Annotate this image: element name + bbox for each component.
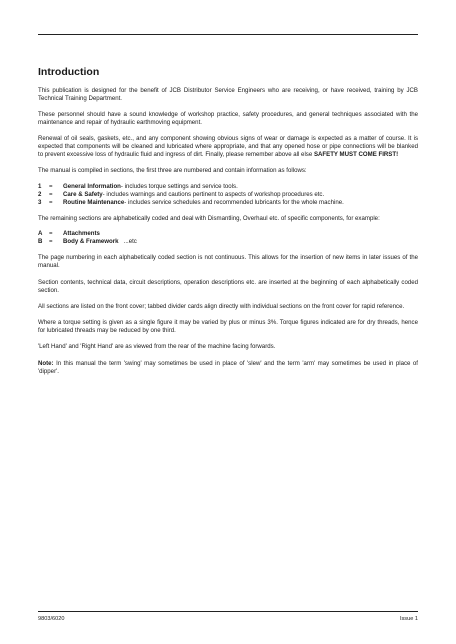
page-content <box>38 66 418 384</box>
list-item <box>38 230 418 238</box>
paragraph-section-contents: Section contents, technical data, circuit descriptions, operation descriptions etc. are inserted at the beginning of each alphabetically coded section. <box>38 278 418 294</box>
section-name: Attachments <box>63 230 100 238</box>
paragraph-torque: Where a torque setting is given as a single figure it may be varied by plus or minus 3%. Torque figures indicated are for dry threads, hence for lubricated threads may be reduced by one third. <box>38 319 418 335</box>
equals-sign: = <box>49 198 53 206</box>
paragraph-purpose: This publication is designed for the benefit of JCB Distributor Service Engineers who are receiving, or have received, training by JCB Technical Training Department. <box>38 86 418 102</box>
issue-number: Issue 1 <box>399 616 418 622</box>
paragraph-personnel: These personnel should have a sound knowledge of workshop practice, safety procedures, and general techniques associated with the maintenance and repair of hydraulic earthmoving equipment. <box>38 110 418 126</box>
paragraph-sections-intro: The manual is compiled in sections, the first three are numbered and contain information as follows: <box>38 167 307 175</box>
section-description: - includes torque settings and service tools. <box>120 182 238 190</box>
list-item <box>38 199 418 207</box>
section-description: - includes service schedules and recommended lubricants for the whole machine. <box>124 198 344 206</box>
safety-emphasis: SAFETY MUST COME FIRST! <box>313 151 399 159</box>
section-description: - includes warnings and cautions pertinent to aspects of workshop procedures etc. <box>102 190 325 198</box>
note-label: Note: <box>38 359 54 367</box>
equals-sign: = <box>49 182 53 190</box>
section-number: 2 <box>38 190 42 198</box>
equals-sign: = <box>49 190 53 198</box>
section-letter: A <box>38 230 43 238</box>
section-number: 3 <box>38 198 42 206</box>
page-heading: Introduction <box>38 66 100 78</box>
section-description: ...etc <box>118 238 137 246</box>
equals-sign: = <box>49 230 53 238</box>
section-number: 1 <box>38 182 42 190</box>
paragraph-page-numbering: The page numbering in each alphabetically coded section is not continuous. This allows for the insertion of new items in later issues of the manual. <box>38 254 418 270</box>
numbered-section-list <box>38 183 418 207</box>
paragraph-front-cover: All sections are listed on the front cover; tabbed divider cards align directly with individual sections on the front cover for rapid reference. <box>38 302 405 310</box>
section-name: Body & Framework <box>63 238 119 246</box>
renewal-text: Renewal of oil seals, gaskets, etc., and any component showing obvious signs of wear or damage is expected as a matter of course. It is expected that components will be cleaned and lubricated where appropriate, and that any opened hose or pipe connections will be blanked to prevent excessive loss of hydraulic fluid and ingress of dirt. Finally, please remember above all else <box>38 135 418 159</box>
section-name: Routine Maintenance <box>63 198 125 206</box>
list-item <box>38 183 418 191</box>
list-item <box>38 238 418 246</box>
section-letter: B <box>38 238 43 246</box>
page-footer <box>38 616 418 622</box>
note-text: In this manual the term 'swing' may sometimes be used in place of 'slew' and the term 'arm' may sometimes be used in place of 'dipper'. <box>38 359 418 375</box>
paragraph-renewal <box>38 135 418 159</box>
section-name: Care & Safety <box>63 190 103 198</box>
paragraph-handedness: 'Left Hand' and 'Right Hand' are as viewed from the rear of the machine facing forwards. <box>38 343 276 351</box>
list-item <box>38 191 418 199</box>
equals-sign: = <box>49 238 53 246</box>
paragraph-remaining-sections: The remaining sections are alphabetically coded and deal with Dismantling, Overhaul etc. of specific components, for example: <box>38 214 380 222</box>
document-number: 9803/6020 <box>38 616 65 622</box>
bottom-rule <box>38 611 418 612</box>
paragraph-note <box>38 360 418 376</box>
lettered-section-list <box>38 230 418 246</box>
section-name: General Information <box>63 182 121 190</box>
top-rule <box>38 34 418 35</box>
